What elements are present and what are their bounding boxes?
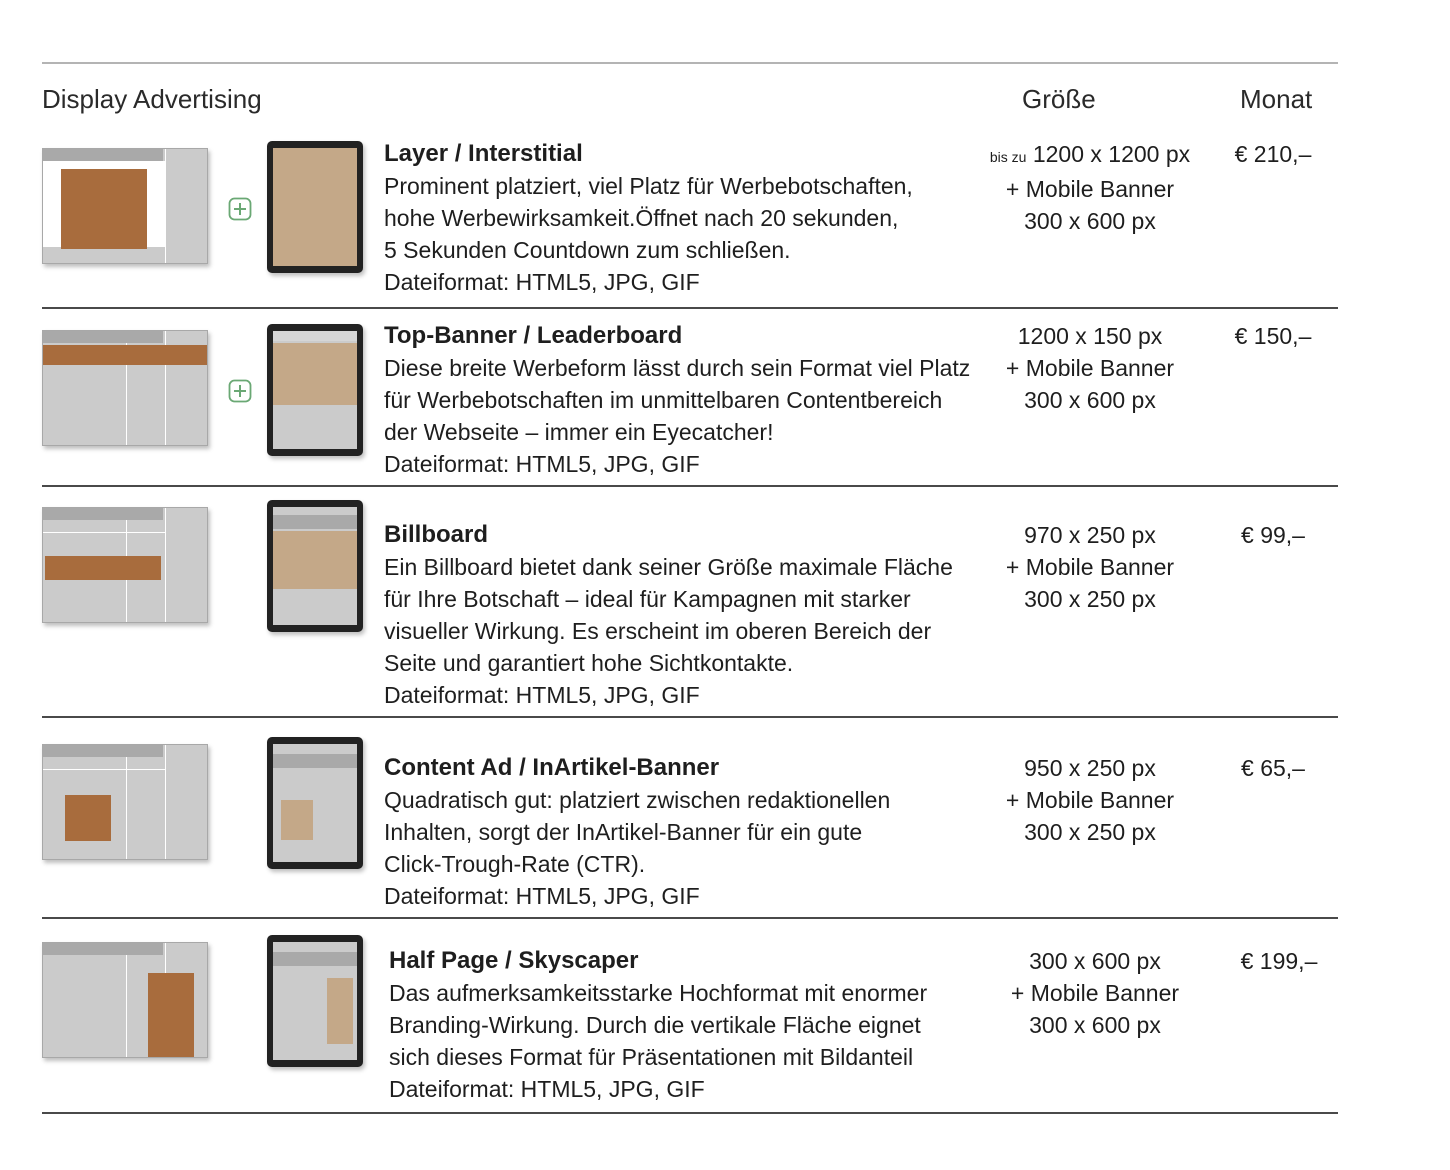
ad-description-line: Click-Trough-Rate (CTR).: [384, 851, 646, 877]
desktop-layout-icon: [42, 330, 208, 446]
ad-price: € 99,–: [1241, 522, 1305, 548]
ad-description-line: Branding-Wirkung. Durch die vertikale Fläche eignet: [389, 1012, 921, 1038]
size-mobile: 300 x 250 px: [1024, 586, 1156, 612]
ad-description-line: Prominent platziert, viel Platz für Werbebotschaften,: [384, 173, 913, 199]
row-divider: [42, 716, 1338, 718]
desktop-layout-icon: [42, 744, 208, 860]
plus-icon: [228, 379, 252, 403]
size-desktop: 300 x 600 px: [1029, 948, 1161, 974]
ad-description-line: für Werbebotschaften im unmittelbaren Contentbereich: [384, 387, 943, 413]
size-desktop: 1200 x 150 px: [1017, 323, 1163, 349]
month-column-header: Monat: [1240, 84, 1313, 114]
ad-description-line: 5 Sekunden Countdown zum schließen.: [384, 237, 791, 263]
row-divider: [42, 485, 1338, 487]
ad-description-line: Quadratisch gut: platziert zwischen redaktionellen: [384, 787, 891, 813]
ad-title: Billboard: [384, 521, 489, 548]
ad-price: € 150,–: [1234, 323, 1312, 349]
ad-file-format: Dateiformat: HTML5, JPG, GIF: [389, 1076, 705, 1102]
ad-size: [975, 752, 1205, 848]
size-mobile-label: + Mobile Banner: [1010, 980, 1180, 1006]
mobile-layout-icon: [267, 141, 363, 273]
size-desktop: 970 x 250 px: [1024, 522, 1156, 548]
section-title: Display Advertising: [42, 84, 262, 114]
ad-size: [980, 945, 1210, 1041]
desktop-layout-icon: [42, 148, 208, 264]
ad-description-line: für Ihre Botschaft – ideal für Kampagnen mit starker: [384, 586, 911, 612]
row-divider: [42, 307, 1338, 309]
size-mobile: 300 x 600 px: [1029, 1012, 1161, 1038]
ad-title: Layer / Interstitial: [384, 140, 583, 167]
size-mobile-label: + Mobile Banner: [1005, 554, 1175, 580]
ad-size: [975, 320, 1205, 416]
size-mobile: 300 x 250 px: [1024, 819, 1156, 845]
ad-price: € 199,–: [1240, 948, 1318, 974]
ad-file-format: Dateiformat: HTML5, JPG, GIF: [384, 682, 700, 708]
top-divider: [42, 62, 1338, 64]
ad-description-line: sich dieses Format für Präsentationen mit Bildanteil: [389, 1044, 914, 1070]
mobile-layout-icon: [267, 500, 363, 632]
ad-description-line: Inhalten, sorgt der InArtikel-Banner für ein gute: [384, 819, 863, 845]
size-desktop: 950 x 250 px: [1024, 755, 1156, 781]
row-divider: [42, 917, 1338, 919]
size-mobile-label: + Mobile Banner: [1005, 355, 1175, 381]
ad-description-line: Ein Billboard bietet dank seiner Größe maximale Fläche: [384, 554, 953, 580]
size-mobile: 300 x 600 px: [1024, 387, 1156, 413]
size-mobile: 300 x 600 px: [1024, 208, 1156, 234]
ad-description-line: visueller Wirkung. Es erscheint im oberen Bereich der: [384, 618, 932, 644]
size-desktop: 1200 x 1200 px: [1032, 141, 1191, 167]
ad-description-line: Diese breite Werbeform lässt durch sein Format viel Platz: [384, 355, 971, 381]
ad-title: Top-Banner / Leaderboard: [384, 322, 683, 349]
ad-file-format: Dateiformat: HTML5, JPG, GIF: [384, 269, 700, 295]
row-divider: [42, 1112, 1338, 1114]
mobile-layout-icon: [267, 324, 363, 456]
size-prefix: bis zu: [989, 149, 1027, 165]
ad-file-format: Dateiformat: HTML5, JPG, GIF: [384, 883, 700, 909]
ad-description-line: hohe Werbewirksamkeit.Öffnet nach 20 sekunden,: [384, 205, 899, 231]
ad-description-line: der Webseite – immer ein Eyecatcher!: [384, 419, 774, 445]
ad-title: Half Page / Skyscaper: [389, 947, 639, 974]
size-mobile-label: + Mobile Banner: [1005, 787, 1175, 813]
ad-file-format: Dateiformat: HTML5, JPG, GIF: [384, 451, 700, 477]
ad-description-line: Das aufmerksamkeitsstarke Hochformat mit enormer: [389, 980, 928, 1006]
mobile-layout-icon: [267, 737, 363, 869]
ad-title: Content Ad / InArtikel-Banner: [384, 754, 720, 781]
desktop-layout-icon: [42, 507, 208, 623]
ad-size: [975, 519, 1205, 615]
ad-price: € 210,–: [1234, 141, 1312, 167]
ad-description-line: Seite und garantiert hohe Sichtkontakte.: [384, 650, 794, 676]
size-column-header: Größe: [1022, 84, 1096, 114]
ad-price: € 65,–: [1241, 755, 1305, 781]
size-mobile-label: + Mobile Banner: [1005, 176, 1175, 202]
plus-icon: [228, 197, 252, 221]
ad-size: [975, 138, 1205, 237]
mobile-layout-icon: [267, 935, 363, 1067]
desktop-layout-icon: [42, 942, 208, 1058]
